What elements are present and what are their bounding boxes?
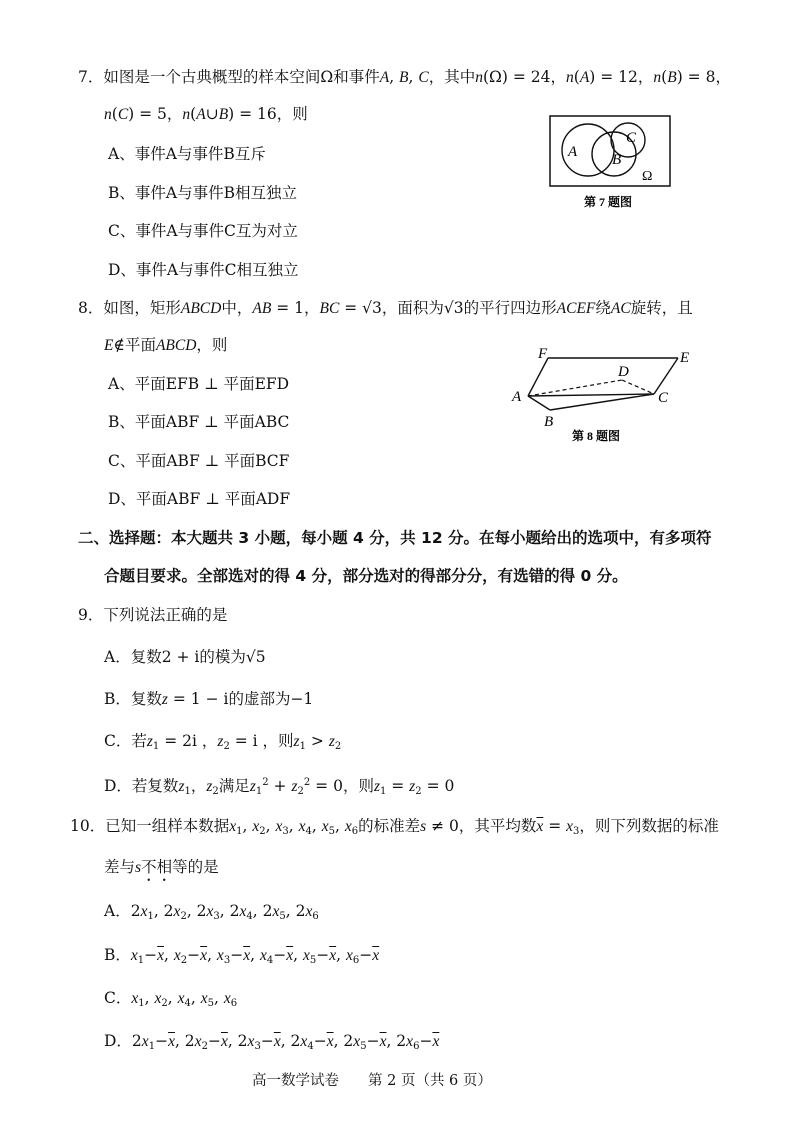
edge-ac [528, 394, 654, 396]
edge-ad-hidden [528, 380, 622, 396]
point-label-c: C [658, 390, 669, 406]
q9-stem: 9．下列说法正确的是 [78, 606, 228, 624]
edge-ab [528, 396, 550, 410]
q10-option-c: C．$x_1$, $x_2$, $x_4$, $x_5$, $x_6$ [104, 989, 238, 1009]
q7-option-a: A、事件A与事件B互斥 [108, 145, 266, 163]
section2-heading-line2: 合题目要求。全部选对的得 4 分，部分选对的得部分分，有选错的得 0 分。 [104, 567, 628, 585]
edge-dc-hidden [622, 380, 654, 394]
q10-stem-line2: 差与s不相等的是 [104, 858, 219, 876]
q7-venn-diagram [544, 112, 674, 212]
point-label-b: B [544, 414, 554, 430]
q10-stem-line1: 10．已知一组样本数据$x_1$, $x_2$, $x_3$, $x_4$, $x_5$, $x_6$的标准差s ≠ 0，其平均数$\overline{x} = x_3$，则下列数据的标准 [70, 817, 719, 837]
q8-option-b: B、平面ABF ⊥ 平面ABC [108, 413, 290, 431]
venn-label-c: C [626, 130, 637, 146]
point-label-f: F [538, 346, 548, 362]
point-label-a: A [512, 389, 522, 405]
q10-option-a: A．$2x_1$, $2x_2$, $2x_3$, $2x_4$, $2x_5$, $2x_6$ [104, 902, 319, 922]
q9-option-d: D．若复数$z_1$，$z_2$满足$z_1^2 + z_2^2 = 0$，则$z_1 = z_2 = 0$ [104, 777, 455, 797]
page-footer: 高一数学试卷 第 2 页（共 6 页） [252, 1073, 492, 1089]
q8-option-c: C、平面ABF ⊥ 平面BCF [108, 452, 290, 470]
q8-option-a: A、平面EFB ⊥ 平面EFD [108, 375, 290, 393]
venn-label-b: B [612, 152, 622, 168]
q10-option-b: B．$x_1-\overline{x}$, $x_2-\overline{x}$, $x_3-\overline{x}$, $x_4-\overline{x}$, $x_5-\overline{x}$, $x_6-\overline{x}$ [104, 946, 380, 966]
edge-af [528, 358, 548, 396]
q10-option-d: D．$2x_1-\overline{x}$, $2x_2-\overline{x}$, $2x_3-\overline{x}$, $2x_4-\overline{x}$, $2x_5-\overline{x}$, $2x_6-\overline{x}$ [104, 1032, 440, 1052]
q7-option-d: D、事件A与事件C相互独立 [108, 261, 299, 279]
q8-geometry-figure [506, 344, 702, 448]
q7-stem-line2: n(C) = 5，n(A∪B) = 16，则 [104, 105, 308, 123]
q7-stem-line1: 7．如图是一个古典概型的样本空间Ω和事件A, B, C，其中n(Ω) = 24，n(A) = 12，n(B) = 8， [78, 68, 731, 86]
q8-option-d: D、平面ABF ⊥ 平面ADF [108, 490, 291, 508]
q7-option-b: B、事件A与事件B相互独立 [108, 184, 297, 202]
q8-stem-line1: 8．如图，矩形ABCD中，AB = 1，BC = √3，面积为√3的平行四边形ACEF绕AC旋转，且 [78, 299, 693, 317]
point-label-d: D [618, 364, 629, 380]
section2-heading-line1: 二、选择题：本大题共 3 小题，每小题 4 分，共 12 分。在每小题给出的选项中，有多项符 [78, 529, 712, 547]
edge-ec [654, 358, 678, 394]
venn-label-a: A [568, 144, 578, 160]
q8-figure-caption: 第 8 题图 [572, 429, 621, 443]
q9-option-b: B．复数z = 1 − i的虚部为−1 [104, 690, 314, 708]
edge-bc [550, 394, 654, 410]
q9-option-a: A．复数2 + i的模为√5 [104, 648, 266, 666]
q7-figure-caption: 第 7 题图 [584, 195, 633, 209]
q8-stem-line2: E∉平面ABCD，则 [104, 336, 228, 354]
venn-label-omega: Ω [642, 169, 653, 184]
point-label-e: E [680, 350, 690, 366]
q9-option-c: C．若$z_1 = 2i$ ，$z_2 = i$ ，则$z_1 > z_2$ [104, 732, 342, 752]
q7-option-c: C、事件A与事件C互为对立 [108, 222, 298, 240]
